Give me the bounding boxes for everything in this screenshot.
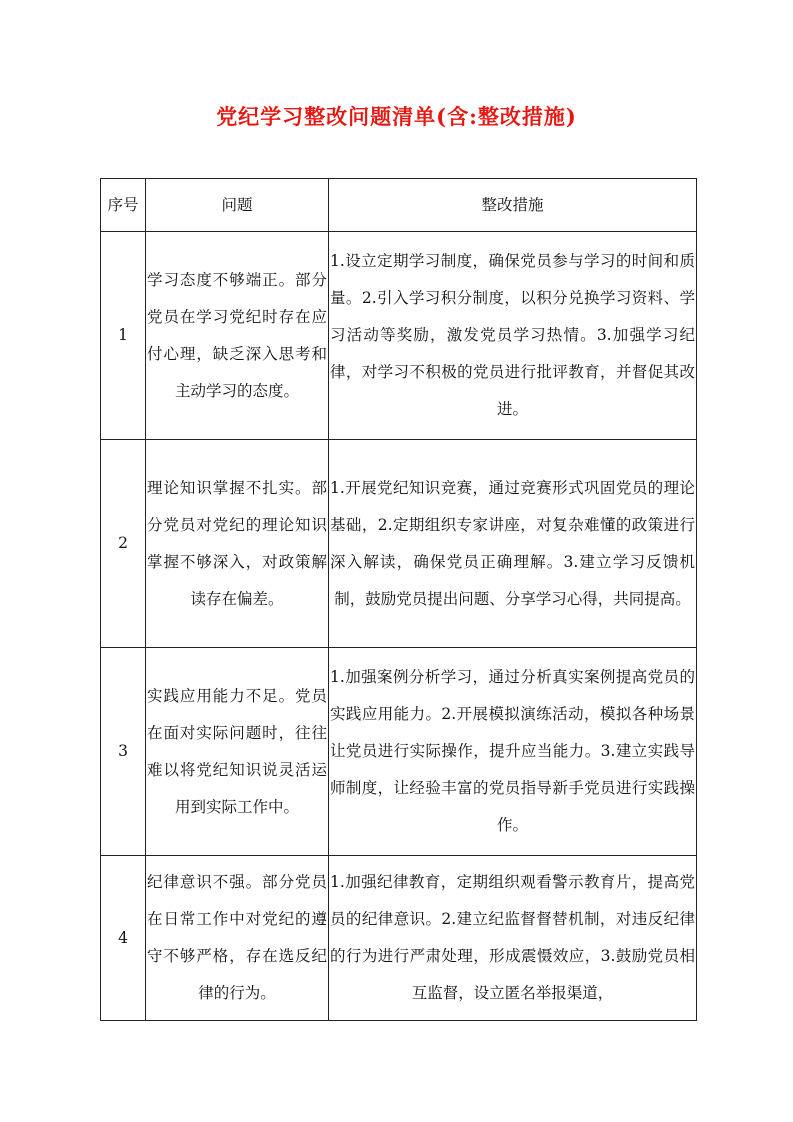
table-row [101, 648, 697, 856]
row-number: 3 [101, 648, 146, 856]
row-measures: 1.加强纪律教育，定期组织观看警示教育片，提高党员的纪律意识。2.建立纪监督督替机制，对违反纪律的行为进行严肃处理，形成震慑效应，3.鼓励党员相互监督，设立匿名举报渠道， [329, 856, 697, 1021]
row-number: 4 [101, 856, 146, 1021]
row-measures: 1.加强案例分析学习，通过分析真实案例提高党员的实践应用能力。2.开展模拟演练活动，模拟各种场景让党员进行实际操作，提升应当能力。3.建立实践导师制度，让经验丰富的党员指导新手党员进行实践操作。 [329, 648, 697, 856]
table-header-row [101, 179, 697, 232]
header-num: 序号 [101, 179, 146, 232]
row-problem: 实践应用能力不足。党员在面对实际问题时，往往难以将党纪知识说灵活运用到实际工作中。 [146, 648, 329, 856]
row-number: 2 [101, 440, 146, 648]
row-problem: 学习态度不够端正。部分党员在学习党纪时存在应付心理，缺乏深入思考和主动学习的态度。 [146, 232, 329, 440]
table-row [101, 856, 697, 1021]
rectification-table [100, 178, 697, 1021]
row-measures: 1.开展党纪知识竞赛，通过竞赛形式巩固党员的理论基础，2.定期组织专家讲座，对复杂难懂的政策进行深入解读，确保党员正确理解。3.建立学习反馈机制，鼓励党员提出问题、分享学习心得，共同提高。 [329, 440, 697, 648]
header-problem: 问题 [146, 179, 329, 232]
table-row [101, 232, 697, 440]
table-row [101, 440, 697, 648]
header-measures: 整改措施 [329, 179, 697, 232]
row-problem: 纪律意识不强。部分党员在日常工作中对党纪的遵守不够严格，存在选反纪律的行为。 [146, 856, 329, 1021]
row-number: 1 [101, 232, 146, 440]
document-title: 党纪学习整改问题清单(含:整改措施) [216, 104, 577, 129]
row-measures: 1.设立定期学习制度，确保党员参与学习的时间和质量。2.引入学习积分制度，以积分兑换学习资料、学习活动等奖励，激发党员学习热情。3.加强学习纪律，对学习不积极的党员进行批评教育，并督促其改进。 [329, 232, 697, 440]
row-problem: 理论知识掌握不扎实。部分党员对党纪的理论知识掌握不够深入，对政策解读存在偏差。 [146, 440, 329, 648]
